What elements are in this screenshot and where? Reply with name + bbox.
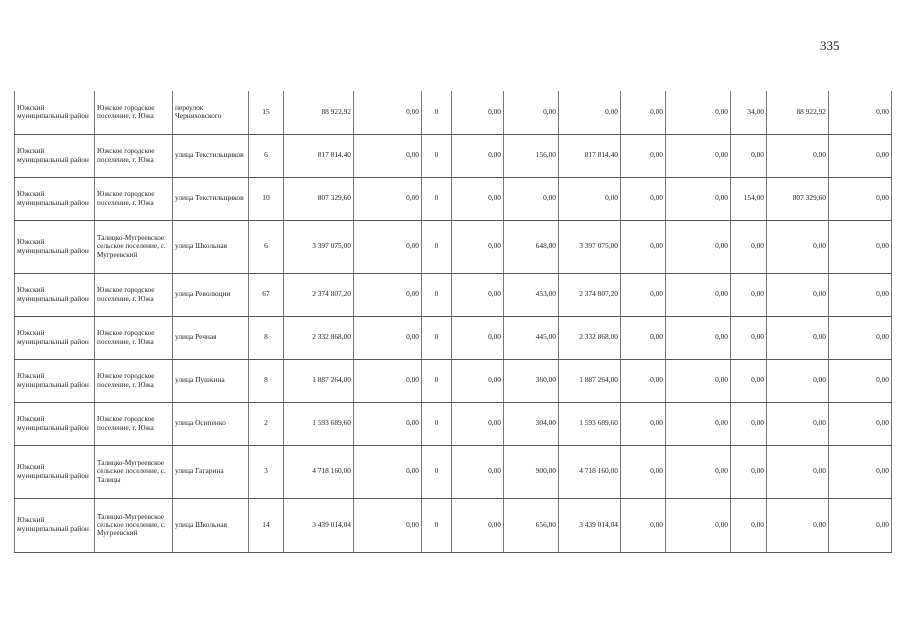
- area-cell: 0,00: [504, 91, 559, 134]
- settlement-cell: Южское городское поселение, г. Южа: [95, 402, 173, 445]
- amount-cell: 0,00: [767, 134, 829, 177]
- area-cell: 656,00: [504, 498, 559, 552]
- amount-cell: 0,00: [829, 177, 892, 220]
- amount-cell: 0,00: [621, 359, 666, 402]
- count-cell: 0: [422, 316, 452, 359]
- street-cell: улица Гагарина: [173, 445, 249, 498]
- settlement-cell: Южское городское поселение, г. Южа: [95, 359, 173, 402]
- page-number: 335: [820, 38, 840, 53]
- amount-cell: 3 397 075,00: [559, 220, 621, 273]
- amount-cell: 0,00: [767, 273, 829, 316]
- amount-cell: 0,00: [621, 316, 666, 359]
- house-number-cell: 67: [249, 273, 284, 316]
- area-cell: 0,00: [731, 402, 767, 445]
- settlement-cell: Талицко-Мугреевское сельское поселение, с. Талицы: [95, 445, 173, 498]
- amount-cell: 88 922,92: [767, 91, 829, 134]
- area-cell: 0,00: [731, 359, 767, 402]
- house-number-cell: 6: [249, 134, 284, 177]
- count-cell: 0: [422, 498, 452, 552]
- amount-cell: 0,00: [354, 134, 422, 177]
- amount-cell: 0,00: [666, 273, 731, 316]
- amount-cell: 0,00: [829, 445, 892, 498]
- settlement-cell: Южское городское поселение, г. Южа: [95, 316, 173, 359]
- table-row: [15, 445, 892, 498]
- district-cell: Южский муниципальный район: [15, 498, 95, 552]
- amount-cell: 0,00: [354, 91, 422, 134]
- settlement-cell: Южское городское поселение, г. Южа: [95, 177, 173, 220]
- house-number-cell: 10: [249, 177, 284, 220]
- amount-cell: 0,00: [829, 359, 892, 402]
- district-cell: Южский муниципальный район: [15, 316, 95, 359]
- amount-cell: 0,00: [621, 273, 666, 316]
- count-cell: 0: [422, 445, 452, 498]
- table-row: [15, 177, 892, 220]
- amount-cell: 0,00: [621, 91, 666, 134]
- amount-cell: 0,00: [452, 445, 504, 498]
- area-cell: 0,00: [731, 220, 767, 273]
- count-cell: 0: [422, 177, 452, 220]
- street-cell: улица Школьная: [173, 220, 249, 273]
- registry-table: [14, 91, 892, 553]
- total-cost-cell: 1 593 689,60: [284, 402, 354, 445]
- amount-cell: 0,00: [666, 177, 731, 220]
- area-cell: 0,00: [731, 273, 767, 316]
- amount-cell: 0,00: [621, 402, 666, 445]
- amount-cell: 0,00: [354, 177, 422, 220]
- street-cell: улица Текстильщиков: [173, 177, 249, 220]
- house-number-cell: 3: [249, 445, 284, 498]
- amount-cell: 0,00: [666, 445, 731, 498]
- amount-cell: 817 814,40: [559, 134, 621, 177]
- amount-cell: 0,00: [666, 91, 731, 134]
- district-cell: Южский муниципальный район: [15, 134, 95, 177]
- amount-cell: 0,00: [354, 220, 422, 273]
- amount-cell: 0,00: [829, 316, 892, 359]
- amount-cell: 0,00: [452, 498, 504, 552]
- street-cell: улица Пушкина: [173, 359, 249, 402]
- amount-cell: 0,00: [452, 273, 504, 316]
- amount-cell: 0,00: [829, 134, 892, 177]
- street-cell: переулок Черняховского: [173, 91, 249, 134]
- district-cell: Южский муниципальный район: [15, 402, 95, 445]
- district-cell: Южский муниципальный район: [15, 177, 95, 220]
- amount-cell: 4 718 160,00: [559, 445, 621, 498]
- amount-cell: 0,00: [621, 445, 666, 498]
- house-number-cell: 2: [249, 402, 284, 445]
- settlement-cell: Южское городское поселение, г. Южа: [95, 134, 173, 177]
- amount-cell: 0,00: [621, 177, 666, 220]
- amount-cell: 0,00: [452, 359, 504, 402]
- amount-cell: 807 329,60: [767, 177, 829, 220]
- table-row: [15, 359, 892, 402]
- house-number-cell: 14: [249, 498, 284, 552]
- amount-cell: 1 887 264,00: [559, 359, 621, 402]
- count-cell: 0: [422, 273, 452, 316]
- amount-cell: 0,00: [354, 402, 422, 445]
- settlement-cell: Южское городское поселение, г. Южа: [95, 273, 173, 316]
- street-cell: улица Речная: [173, 316, 249, 359]
- amount-cell: 0,00: [559, 177, 621, 220]
- district-cell: Южский муниципальный район: [15, 445, 95, 498]
- area-cell: 154,00: [731, 177, 767, 220]
- count-cell: 0: [422, 134, 452, 177]
- area-cell: 0,00: [731, 134, 767, 177]
- total-cost-cell: 88 922,92: [284, 91, 354, 134]
- amount-cell: 0,00: [829, 91, 892, 134]
- district-cell: Южский муниципальный район: [15, 273, 95, 316]
- count-cell: 0: [422, 91, 452, 134]
- count-cell: 0: [422, 359, 452, 402]
- area-cell: 0,00: [731, 498, 767, 552]
- total-cost-cell: 2 374 807,20: [284, 273, 354, 316]
- amount-cell: 0,00: [829, 498, 892, 552]
- amount-cell: 0,00: [452, 91, 504, 134]
- amount-cell: 3 439 014,04: [559, 498, 621, 552]
- house-number-cell: 8: [249, 359, 284, 402]
- amount-cell: 0,00: [767, 498, 829, 552]
- street-cell: улица Осипенко: [173, 402, 249, 445]
- table-row: [15, 134, 892, 177]
- amount-cell: 0,00: [559, 91, 621, 134]
- amount-cell: 0,00: [452, 134, 504, 177]
- amount-cell: 0,00: [767, 445, 829, 498]
- total-cost-cell: 817 814,40: [284, 134, 354, 177]
- amount-cell: 0,00: [354, 316, 422, 359]
- area-cell: 156,00: [504, 134, 559, 177]
- amount-cell: 0,00: [829, 273, 892, 316]
- house-number-cell: 8: [249, 316, 284, 359]
- amount-cell: 0,00: [666, 134, 731, 177]
- count-cell: 0: [422, 220, 452, 273]
- street-cell: улица Революции: [173, 273, 249, 316]
- amount-cell: 0,00: [767, 220, 829, 273]
- house-number-cell: 15: [249, 91, 284, 134]
- amount-cell: 0,00: [354, 273, 422, 316]
- amount-cell: 0,00: [767, 402, 829, 445]
- amount-cell: 0,00: [621, 220, 666, 273]
- table-row: [15, 402, 892, 445]
- area-cell: 0,00: [731, 445, 767, 498]
- amount-cell: 0,00: [767, 359, 829, 402]
- table-row: [15, 91, 892, 134]
- district-cell: Южский муниципальный район: [15, 91, 95, 134]
- amount-cell: 0,00: [767, 316, 829, 359]
- table-row: [15, 316, 892, 359]
- street-cell: улица Школьная: [173, 498, 249, 552]
- total-cost-cell: 4 718 160,00: [284, 445, 354, 498]
- amount-cell: 0,00: [452, 316, 504, 359]
- amount-cell: 0,00: [452, 402, 504, 445]
- amount-cell: 0,00: [354, 445, 422, 498]
- amount-cell: 0,00: [666, 220, 731, 273]
- settlement-cell: Южское городское поселение, г. Южа: [95, 91, 173, 134]
- area-cell: 445,00: [504, 316, 559, 359]
- district-cell: Южский муниципальный район: [15, 359, 95, 402]
- area-cell: 34,00: [731, 91, 767, 134]
- amount-cell: 0,00: [452, 177, 504, 220]
- area-cell: 0,00: [731, 316, 767, 359]
- settlement-cell: Талицко-Мугреевское сельское поселение, с. Мугреевский: [95, 498, 173, 552]
- amount-cell: 0,00: [452, 220, 504, 273]
- amount-cell: 2 374 807,20: [559, 273, 621, 316]
- total-cost-cell: 3 439 014,04: [284, 498, 354, 552]
- amount-cell: 0,00: [829, 402, 892, 445]
- total-cost-cell: 1 887 264,00: [284, 359, 354, 402]
- amount-cell: 1 593 689,60: [559, 402, 621, 445]
- amount-cell: 0,00: [621, 498, 666, 552]
- area-cell: 453,00: [504, 273, 559, 316]
- amount-cell: 0,00: [666, 402, 731, 445]
- area-cell: 648,00: [504, 220, 559, 273]
- area-cell: 360,00: [504, 359, 559, 402]
- table-row: [15, 220, 892, 273]
- amount-cell: 0,00: [354, 359, 422, 402]
- street-cell: улица Текстильщиков: [173, 134, 249, 177]
- amount-cell: 0,00: [666, 498, 731, 552]
- settlement-cell: Талицко-Мугреевское сельское поселение, с. Мугреевский: [95, 220, 173, 273]
- amount-cell: 0,00: [666, 359, 731, 402]
- total-cost-cell: 2 332 868,00: [284, 316, 354, 359]
- amount-cell: 0,00: [829, 220, 892, 273]
- total-cost-cell: 3 397 075,00: [284, 220, 354, 273]
- amount-cell: 0,00: [354, 498, 422, 552]
- count-cell: 0: [422, 402, 452, 445]
- amount-cell: 0,00: [621, 134, 666, 177]
- area-cell: 900,00: [504, 445, 559, 498]
- area-cell: 0,00: [504, 177, 559, 220]
- total-cost-cell: 807 329,60: [284, 177, 354, 220]
- table-row: [15, 273, 892, 316]
- area-cell: 304,00: [504, 402, 559, 445]
- table-row: [15, 498, 892, 552]
- amount-cell: 2 332 868,00: [559, 316, 621, 359]
- district-cell: Южский муниципальный район: [15, 220, 95, 273]
- amount-cell: 0,00: [666, 316, 731, 359]
- house-number-cell: 6: [249, 220, 284, 273]
